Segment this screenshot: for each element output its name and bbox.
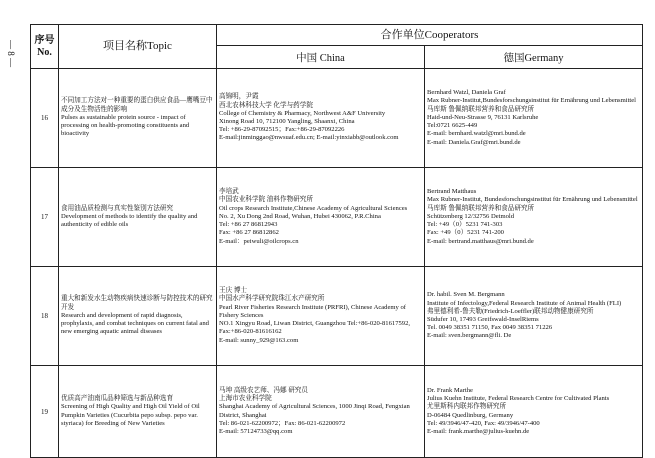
germany-line: Bertrand Matthaus [427,188,477,196]
china-line: College of Chemistry & Pharmacy, Northwest A&F University [219,109,386,117]
cooperation-table [30,24,643,458]
topic-cell [59,69,217,168]
germany-line: 弗里德利希-鲁夫勒(Friedrich-Loeffler)联邦动物健康研究所 [427,307,594,315]
germany-line: E-mail: sven.bergmann@fli. De [427,332,512,340]
germany-line: Tel:0721 6625-449 [427,122,478,130]
china-line: 西北农林科技大学 化学与药学院 [219,101,313,109]
germany-line: Max Rubner-Institut,Bundesforschungsinstitut für Ernährung und Lebensmittel [427,97,637,105]
china-line: Oil crops Research Institute,Chinese Academy of Agricultural Sciences [219,204,408,212]
china-line: 中国水产科学研究院珠江水产研究所 [219,295,325,303]
china-line: 高锦明，尹霞 [219,93,259,101]
row-number: 16 [31,69,59,168]
table-row [31,366,643,458]
topic-en: Research and development of rapid diagnosis, prophylaxis, and combat techniques on current fatal and new emerging aquatic animal diseases [61,311,209,336]
china-line: 马坤 高级农艺师、冯娜 研究员 [219,386,309,394]
germany-line: E-mail: frank.marthe@julius-kuehn.de [427,427,530,435]
row-number: 19 [31,366,59,458]
table-row [31,168,643,267]
germany-line: Dr. habil. Sven M. Bergmann [427,291,505,299]
china-line: Tel: +86-29-87092515；Fax:+86-29-87092226 [219,126,345,134]
header-topic: 项目名称Topic [59,25,217,69]
germany-line: E-mail: Daniela.Graf@mri.bund.de [427,138,521,146]
topic-cell [59,267,217,366]
header-china: 中国 China [217,46,425,69]
china-line: 王庆 博士 [219,287,248,295]
germany-line: 马库斯 鲁佩纳联邦营养和食品研究所 [427,204,535,212]
germany-line: Max Rubner-Institut, Bundesforschungsinstitut für Ernährung und Lebensmittel [427,196,638,204]
china-line: E-mail：peiwuli@oilcrops.cn [219,237,299,245]
china-cell [217,267,425,366]
topic-cn: 重大和新发水生动物疾病快速诊断与防控技术的研究开发 [61,295,213,311]
header-cooperators: 合作单位Cooperators [217,25,643,46]
germany-line: Haid-und-Neu-Strasse 9, 76131 Karlsruhe [427,113,539,121]
china-line: Tel: 86-021-62200972；Fax: 86-021-62200972 [219,419,346,427]
topic-cn: 不同加工方法对一种重要的蛋白供应食品—鹰嘴豆中成分及生物活性的影响 [61,97,213,113]
china-cell [217,69,425,168]
china-line: Fax: +86 27 86812862 [219,229,279,237]
china-line: Shanghai Academy of Agricultural Sciences, 1000 Jinqi Road, Fengxian District, Shanghai [219,403,410,419]
china-line: 上海市农业科学院 [219,395,272,403]
row-number: 17 [31,168,59,267]
germany-line: 马库斯 鲁佩纳联邦营养和食品研究所 [427,105,535,113]
china-line: E-mail:jinminggao@nwsuaf.edu.cn; E-mail:yinxiabb@outlook.com [219,134,399,142]
page-number: — 8 — [6,40,16,67]
germany-line: Tel: +49（0）5231 741-303 [427,221,503,229]
china-line: E-mail: 57124733@qq.com [219,427,293,435]
germany-line: 尤里斯科内联邦作物研究所 [427,403,507,411]
china-line: No. 2, Xu Dong 2nd Road, Wuhan, Hubei 430062, P.R.China [219,212,381,220]
china-line: E-mail: sunny_929@163.com [219,336,299,344]
china-line: Xinong Road 10, 712100 Yangling, Shaanxi, China [219,118,355,125]
header-no [31,25,59,69]
table-row [31,69,643,168]
germany-line: E-mail: bertrand.matthaus@mri.bund.de [427,237,534,245]
row-number: 18 [31,267,59,366]
germany-line: Tel: 49/3946/47-420, Fax: 49/3946/47-400 [427,419,540,427]
china-line: 李培武 [219,188,239,196]
topic-cn: 食用油品质检测与真实性鉴别方法研究 [61,204,174,212]
china-cell [217,168,425,267]
germany-cell [425,366,643,458]
header-no-en: No. [37,46,52,58]
germany-line: Schützenberg 12/32756 Detmold [427,212,515,220]
topic-cell [59,366,217,458]
topic-en: Pulses as sustainable protein source - impact of processing on health-promoting constituents and bioactivity [61,113,190,138]
germany-line: E-mail: bernhard.watzl@mri.bund.de [427,130,526,138]
germany-line: Julius Kuehn Institute, Federal Research Centre for Cultivated Plants [427,395,610,403]
germany-line: Institute of Infectology,Federal Research Institute of Animal Health (FLI) [427,299,622,307]
germany-cell [425,168,643,267]
topic-cell [59,168,217,267]
topic-en: Screening of High Quality and High Oil Yield of Oil Pumpkin Varieties (Cucurbita pepo subsp. pepo var. styriaca) for Breeding of New Varieties [61,403,200,427]
germany-line: Tel. 0049 38351 71150, Fax 0049 38351 71226 [427,324,553,332]
china-line: 中国农业科学院 油料作物研究所 [219,196,313,204]
germany-line: Bernhard Watzl, Daniela Graf [427,89,506,97]
table-row [31,267,643,366]
germany-cell [425,69,643,168]
topic-en: Development of methods to identify the quality and authenticity of edible oils [61,212,198,229]
topic-cn: 优质高产油南瓜品种筛选与新品种选育 [61,395,174,403]
china-cell [217,366,425,458]
header-no-cn: 序号 [34,34,55,46]
germany-line: Südufer 10, 17493 Greifswald-InselRiems [427,316,539,323]
china-line: Tel: +86 27 86812943 [219,221,278,229]
header-germany: 德国Germany [425,46,643,69]
germany-line: Dr. Frank Marthe [427,386,473,394]
china-line: Pearl River Fisheries Research Institute (PRFRI), Chinese Academy of Fishery Sciences [219,303,406,319]
germany-cell [425,267,643,366]
header-row-1 [31,25,643,46]
china-line: NO.1 Xingyu Road, Liwan District, Guangzhou Tel:+86-020-81617592, Fax:+86-020-81616162 [219,320,411,336]
germany-line: Fax: +49（0）5231 741-200 [427,229,504,237]
germany-line: D-06484 Quedlinburg, Germany [427,411,514,419]
